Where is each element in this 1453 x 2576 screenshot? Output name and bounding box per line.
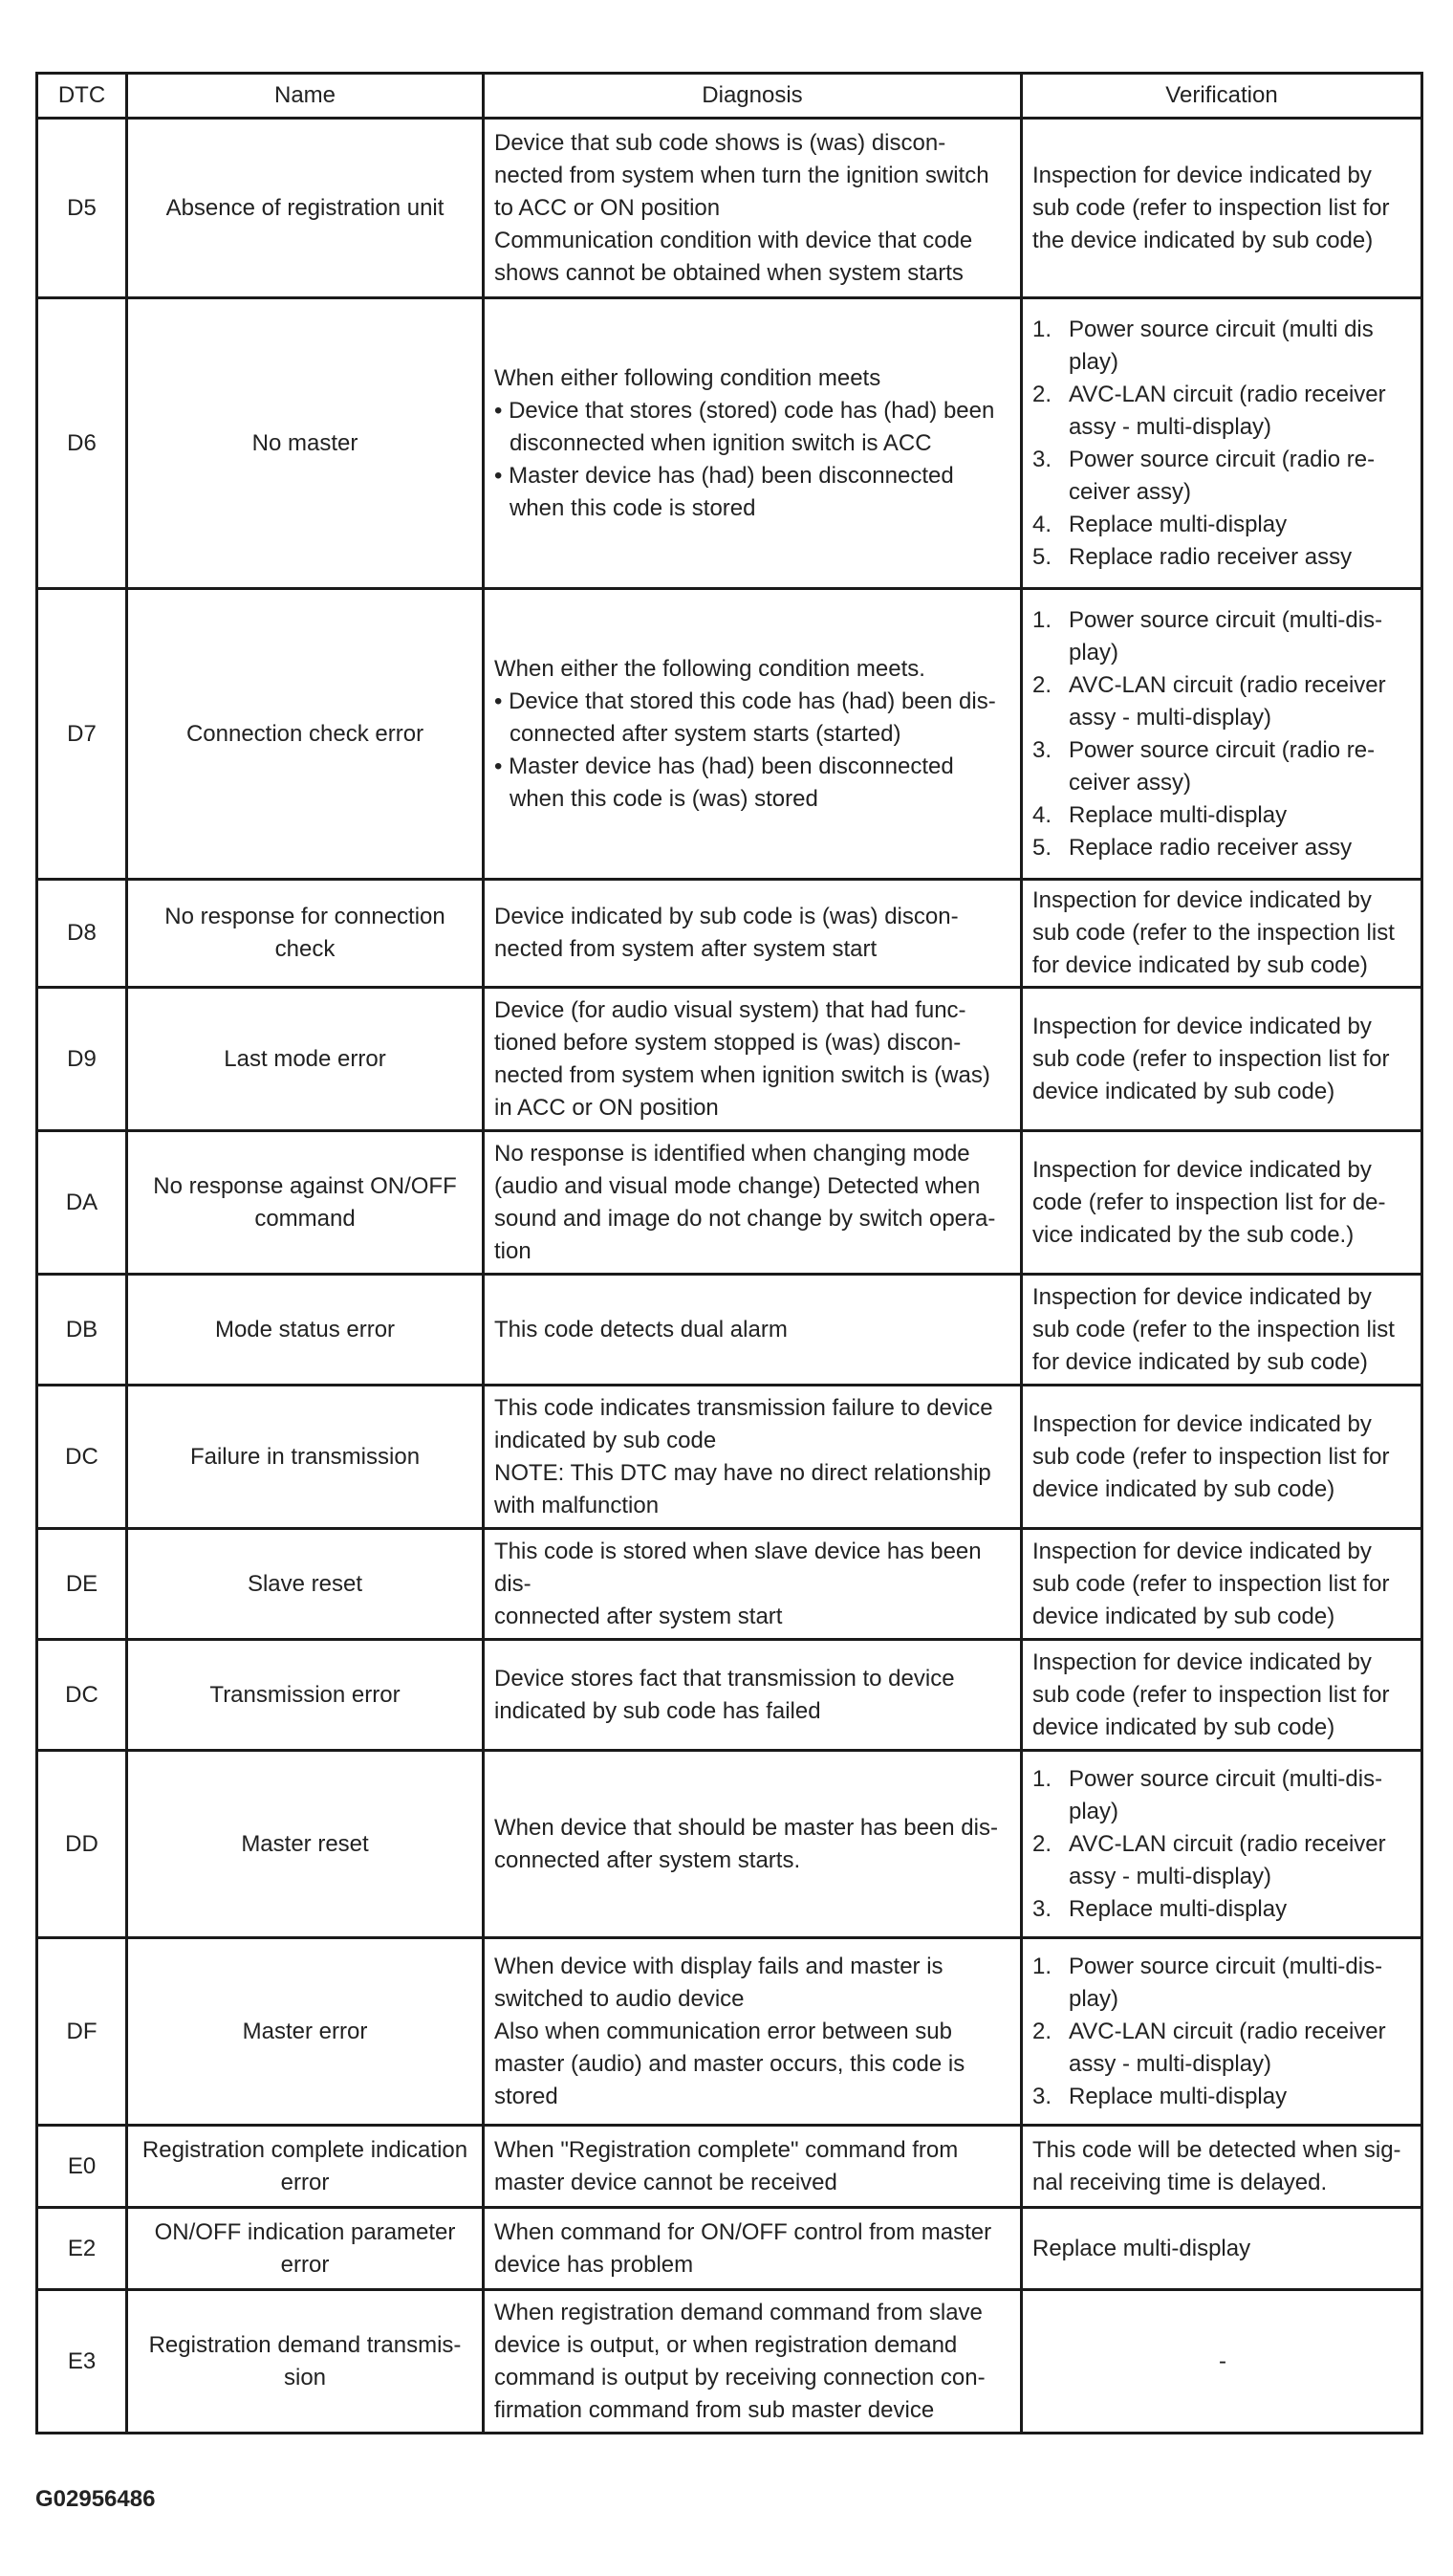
diagnosis-bullet: • Master device has (had) been disconnected when this code is stored (494, 462, 954, 521)
step-number: 5. (1032, 834, 1052, 861)
diagnosis-line: tioned before system stopped is (was) discon- (494, 1029, 962, 1056)
step-number: 4. (1032, 511, 1052, 537)
diagnosis-line: switched to audio device (494, 1985, 745, 2012)
step-text: AVC-LAN circuit (radio receiver assy - multi-display) (1069, 671, 1386, 731)
diagnosis-line: with malfunction (494, 1492, 660, 1518)
dtc-verification (1022, 1640, 1422, 1751)
diagnosis-intro: When either following condition meets (494, 364, 881, 391)
diagnosis-line: shows cannot be obtained when system starts (494, 259, 964, 286)
name-line: command (254, 1205, 356, 1232)
verification-line: device indicated by sub code) (1032, 1078, 1335, 1104)
diagnosis-line: device has problem (494, 2251, 694, 2278)
verification-step (1032, 509, 1413, 541)
diagnosis-line: This code detects dual alarm (494, 1316, 788, 1343)
dtc-code: DF (37, 1938, 127, 2126)
dtc-verification: - (1022, 2290, 1422, 2434)
step-text: AVC-LAN circuit (radio receiver assy - multi-display) (1069, 2018, 1386, 2077)
dtc-verification (1022, 119, 1422, 298)
dtc-name: Master error (127, 1938, 484, 2126)
dtc-name: Failure in transmission (127, 1386, 484, 1529)
verification-line: for device indicated by sub code) (1032, 1348, 1368, 1375)
dtc-diagnosis (484, 1131, 1022, 1275)
step-text: Power source circuit (multi dis play) (1069, 316, 1374, 375)
step-text: Power source circuit (multi-dis- play) (1069, 1765, 1383, 1824)
dtc-verification (1022, 589, 1422, 880)
header-name: Name (127, 74, 484, 119)
dtc-verification (1022, 1131, 1422, 1275)
verification-line: Inspection for device indicated by (1032, 1156, 1372, 1183)
verification-step (1032, 734, 1413, 799)
dtc-verification (1022, 2208, 1422, 2290)
step-text: Power source circuit (multi-dis- play) (1069, 606, 1383, 666)
verification-step (1032, 799, 1413, 832)
verification-step (1032, 444, 1413, 509)
step-number: 2. (1032, 2018, 1052, 2044)
dtc-diagnosis (484, 1640, 1022, 1751)
diagnosis-line: connected after system start (494, 1603, 783, 1629)
dtc-diagnosis (484, 298, 1022, 589)
diagnosis-line: in ACC or ON position (494, 1094, 719, 1121)
diagnosis-line: When "Registration complete" command from (494, 2136, 959, 2163)
verification-step (1032, 2081, 1413, 2113)
step-text: Replace multi-display (1069, 801, 1288, 828)
verification-line: the device indicated by sub code) (1032, 227, 1374, 253)
dtc-diagnosis (484, 1938, 1022, 2126)
step-number: 3. (1032, 1895, 1052, 1922)
verification-line: code (refer to inspection list for de- (1032, 1189, 1386, 1215)
diagnosis-line: No response is identified when changing mode (494, 1140, 970, 1167)
name-line: error (280, 2169, 330, 2195)
verification-line: sub code (refer to the inspection list (1032, 1316, 1395, 1343)
verification-step (1032, 1763, 1413, 1828)
diagnosis-line: Also when communication error between sub (494, 2018, 952, 2044)
table-row (37, 1751, 1422, 1938)
table-row (37, 2208, 1422, 2290)
diagnosis-line: Device that sub code shows is (was) discon- (494, 129, 946, 156)
dtc-verification (1022, 1275, 1422, 1386)
dtc-code: DC (37, 1386, 127, 1529)
verification-step (1032, 832, 1413, 864)
diagnosis-bullet: • Device that stored this code has (had) been dis- connected after system starts (started) (494, 688, 996, 747)
diagnosis-line: (audio and visual mode change) Detected when (494, 1172, 981, 1199)
dtc-verification (1022, 298, 1422, 589)
diagnosis-line: stored (494, 2083, 558, 2109)
table-row (37, 2126, 1422, 2208)
diagnosis-line: sound and image do not change by switch opera- (494, 1205, 996, 1232)
verification-line: sub code (refer to inspection list for (1032, 1570, 1390, 1597)
name-line: check (274, 936, 336, 962)
dtc-code: D5 (37, 119, 127, 298)
table-header-row (37, 74, 1422, 119)
name-line: Registration complete indication (141, 2136, 468, 2163)
table-row (37, 298, 1422, 589)
diagnosis-line: to ACC or ON position (494, 194, 721, 221)
table-row (37, 1275, 1422, 1386)
diagnosis-line: tion (494, 1237, 531, 1264)
table-row (37, 988, 1422, 1131)
step-number: 2. (1032, 671, 1052, 698)
step-number: 1. (1032, 606, 1052, 633)
header-verification: Verification (1022, 74, 1422, 119)
dtc-diagnosis (484, 988, 1022, 1131)
table-row (37, 1131, 1422, 1275)
table-row (37, 1529, 1422, 1640)
dtc-code: D7 (37, 589, 127, 880)
diagnosis-line: master (audio) and master occurs, this code is (494, 2050, 965, 2077)
verification-steps (1032, 604, 1413, 864)
diagnosis-line: connected after system starts. (494, 1846, 801, 1873)
dtc-code: E3 (37, 2290, 127, 2434)
verification-step (1032, 1893, 1413, 1926)
dtc-diagnosis (484, 2290, 1022, 2434)
dtc-code: DC (37, 1640, 127, 1751)
dtc-diagnosis (484, 2208, 1022, 2290)
dtc-name: Absence of registration unit (127, 119, 484, 298)
dtc-code: DB (37, 1275, 127, 1386)
dtc-name: Slave reset (127, 1529, 484, 1640)
dtc-verification (1022, 1938, 1422, 2126)
table-row (37, 2290, 1422, 2434)
diagnosis-line: When device with display fails and master is (494, 1953, 943, 1979)
verification-line: Inspection for device indicated by (1032, 1410, 1372, 1437)
verification-steps (1032, 314, 1413, 574)
step-text: Replace radio receiver assy (1069, 543, 1353, 570)
verification-step (1032, 541, 1413, 574)
dtc-code: D9 (37, 988, 127, 1131)
step-number: 1. (1032, 1765, 1052, 1792)
dtc-code: DE (37, 1529, 127, 1640)
verification-line: for device indicated by sub code) (1032, 952, 1368, 978)
verification-line: nal receiving time is delayed. (1032, 2169, 1328, 2195)
verification-step (1032, 2016, 1413, 2081)
dtc-name (127, 2208, 484, 2290)
dtc-name: Connection check error (127, 589, 484, 880)
name-line: No response for connection (164, 904, 445, 929)
dtc-diagnosis (484, 1275, 1022, 1386)
step-text: AVC-LAN circuit (radio receiver assy - multi-display) (1069, 1830, 1386, 1889)
verification-step (1032, 379, 1413, 444)
verification-step (1032, 669, 1413, 734)
verification-line: device indicated by sub code) (1032, 1714, 1335, 1740)
step-number: 3. (1032, 446, 1052, 472)
dtc-diagnosis (484, 1751, 1022, 1938)
verification-line: device indicated by sub code) (1032, 1475, 1335, 1502)
diagnosis-line: firmation command from sub master device (494, 2396, 935, 2423)
diagnosis-intro: When either the following condition meets. (494, 655, 925, 682)
verification-line: Inspection for device indicated by (1032, 162, 1372, 188)
dtc-name (127, 880, 484, 988)
dtc-verification (1022, 2126, 1422, 2208)
verification-line: Inspection for device indicated by (1032, 1538, 1372, 1564)
name-line: No response against ON/OFF (153, 1172, 457, 1199)
diagnosis-line: Device indicated by sub code is (was) discon- (494, 904, 959, 929)
verification-step (1032, 314, 1413, 379)
verification-step (1032, 1828, 1413, 1893)
dtc-diagnosis (484, 2126, 1022, 2208)
step-number: 2. (1032, 1830, 1052, 1857)
table-row (37, 1386, 1422, 1529)
verification-steps (1032, 1951, 1413, 2113)
diagnosis-line: nected from system when ignition switch is (was) (494, 1061, 990, 1088)
dtc-name: No master (127, 298, 484, 589)
verification-step (1032, 1951, 1413, 2016)
dtc-name: Transmission error (127, 1640, 484, 1751)
dtc-verification (1022, 1529, 1422, 1640)
diagnosis-line: When command for ON/OFF control from master (494, 2218, 992, 2245)
table-row (37, 880, 1422, 988)
step-text: Replace multi-display (1069, 511, 1288, 537)
name-line: error (280, 2251, 330, 2278)
dtc-diagnosis (484, 1529, 1022, 1640)
step-text: Power source circuit (radio re- ceiver assy) (1069, 736, 1376, 796)
dtc-name: Mode status error (127, 1275, 484, 1386)
verification-line: device indicated by sub code) (1032, 1603, 1335, 1629)
table-body (37, 119, 1422, 2434)
dtc-name (127, 2126, 484, 2208)
figure-id: G02956486 (35, 2486, 156, 2512)
step-number: 5. (1032, 543, 1052, 570)
diagnosis-line: Device (for audio visual system) that had func- (494, 996, 966, 1023)
verification-line: Inspection for device indicated by (1032, 1013, 1372, 1039)
verification-line: This code will be detected when sig- (1032, 2136, 1401, 2163)
dtc-verification (1022, 988, 1422, 1131)
verification-steps (1032, 1763, 1413, 1926)
step-text: Replace radio receiver assy (1069, 834, 1353, 861)
dtc-table (35, 72, 1423, 2434)
table-row (37, 1938, 1422, 2126)
verification-line: sub code (refer to the inspection list (1032, 920, 1395, 946)
verification-line: sub code (refer to inspection list for (1032, 1681, 1390, 1708)
verification-line: sub code (refer to inspection list for (1032, 1443, 1390, 1470)
verification-line: sub code (refer to inspection list for (1032, 1045, 1390, 1072)
table-row (37, 589, 1422, 880)
step-text: Replace multi-display (1069, 1895, 1288, 1922)
dtc-code: E0 (37, 2126, 127, 2208)
header-dtc: DTC (37, 74, 127, 119)
step-number: 1. (1032, 316, 1052, 342)
diagnosis-line: Device stores fact that transmission to device (494, 1665, 955, 1692)
diagnosis-line: When registration demand command from slave (494, 2299, 983, 2325)
verification-line: vice indicated by the sub code.) (1032, 1221, 1355, 1248)
dtc-code: DD (37, 1751, 127, 1938)
dtc-code: D6 (37, 298, 127, 589)
verification-line: Inspection for device indicated by (1032, 1648, 1372, 1675)
diagnosis-line: nected from system when turn the ignition switch (494, 162, 989, 188)
dtc-diagnosis (484, 589, 1022, 880)
verification-step (1032, 604, 1413, 669)
step-text: Power source circuit (multi-dis- play) (1069, 1953, 1383, 2012)
dtc-diagnosis (484, 880, 1022, 988)
dtc-verification (1022, 1751, 1422, 1938)
step-number: 3. (1032, 2083, 1052, 2109)
diagnosis-line: NOTE: This DTC may have no direct relationship (494, 1459, 991, 1486)
diagnosis-line: device is output, or when registration demand (494, 2331, 958, 2358)
dtc-diagnosis (484, 119, 1022, 298)
verification-line: Inspection for device indicated by (1032, 1283, 1372, 1310)
dtc-verification (1022, 1386, 1422, 1529)
dtc-verification (1022, 880, 1422, 988)
header-diagnosis: Diagnosis (484, 74, 1022, 119)
dtc-code: DA (37, 1131, 127, 1275)
diagnosis-line: master device cannot be received (494, 2169, 837, 2195)
dtc-name: Master reset (127, 1751, 484, 1938)
diagnosis-line: indicated by sub code (494, 1427, 717, 1453)
diagnosis-line: command is output by receiving connection con- (494, 2364, 986, 2390)
dtc-diagnosis (484, 1386, 1022, 1529)
dtc-name: Last mode error (127, 988, 484, 1131)
step-number: 3. (1032, 736, 1052, 763)
dtc-code: E2 (37, 2208, 127, 2290)
step-number: 1. (1032, 1953, 1052, 1979)
diagnosis-bullet: • Master device has (had) been disconnected when this code is (was) stored (494, 753, 954, 812)
name-line: ON/OFF indication parameter (154, 2218, 456, 2245)
dtc-name (127, 1131, 484, 1275)
diagnosis-line: When device that should be master has been dis- (494, 1814, 998, 1841)
diagnosis-line: indicated by sub code has failed (494, 1697, 821, 1724)
diagnosis-line: This code is stored when slave device has been dis- (494, 1538, 982, 1597)
step-number: 2. (1032, 381, 1052, 407)
verification-line: sub code (refer to inspection list for (1032, 194, 1390, 221)
table-row (37, 1640, 1422, 1751)
diagnosis-line: This code indicates transmission failure to device (494, 1394, 993, 1421)
step-text: Power source circuit (radio re- ceiver assy) (1069, 446, 1376, 505)
name-line: sion (283, 2364, 327, 2390)
step-text: Replace multi-display (1069, 2083, 1288, 2109)
diagnosis-bullet: • Device that stores (stored) code has (had) been disconnected when ignition switch is ACC (494, 397, 995, 456)
dtc-code: D8 (37, 880, 127, 988)
step-text: AVC-LAN circuit (radio receiver assy - multi-display) (1069, 381, 1386, 440)
step-number: 4. (1032, 801, 1052, 828)
name-line: Registration demand transmis- (148, 2331, 462, 2358)
diagnosis-line: nected from system after system start (494, 936, 878, 962)
verification-line: Inspection for device indicated by (1032, 887, 1372, 913)
table-row (37, 119, 1422, 298)
dtc-name (127, 2290, 484, 2434)
diagnosis-line: Communication condition with device that code (494, 227, 973, 253)
verification-line: Replace multi-display (1032, 2235, 1251, 2261)
